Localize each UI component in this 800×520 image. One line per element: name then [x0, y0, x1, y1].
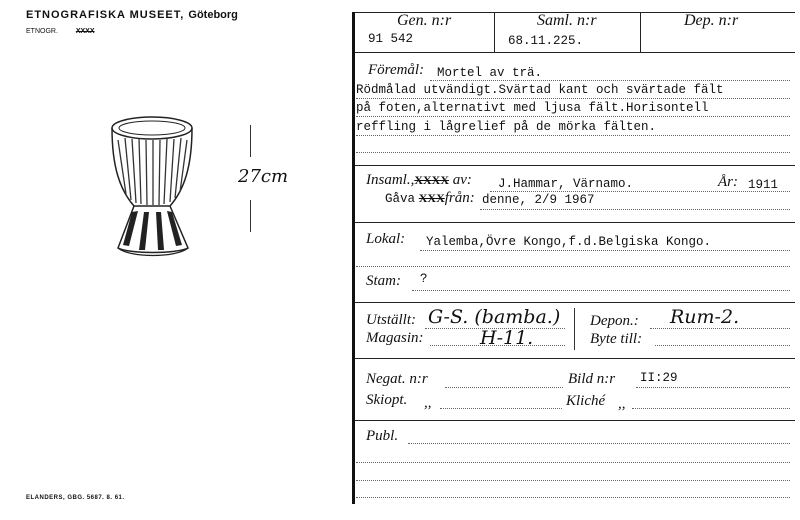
foremal-rule-2 [356, 98, 790, 99]
gen-label: Gen. n:r [397, 12, 452, 29]
header-bottom-rule [355, 52, 795, 53]
foremal-label: Föremål: [368, 62, 425, 78]
museum-title [26, 9, 238, 21]
lokal-value: Yalemba,Övre Kongo,f.d.Belgiska Kongo. [426, 235, 712, 249]
header-divider-1 [494, 12, 495, 52]
foremal-rule-3 [356, 116, 790, 117]
lokal-label: Lokal: [366, 231, 406, 247]
museum-name: ETNOGRAFISKA MUSEET, [26, 9, 185, 21]
lokal-rule-2 [356, 266, 790, 267]
publ-rule-3 [356, 480, 790, 481]
fran-value: denne, 2/9 1967 [482, 193, 595, 207]
magasin-value: H-11. [480, 327, 534, 349]
foremal-line1: Mortel av trä. [437, 66, 543, 80]
utstallt-value: G-S. (bamba.) [428, 306, 561, 328]
negat-rule [445, 387, 563, 388]
museum-city: Göteborg [188, 9, 238, 21]
cliche-label: Kliché [566, 393, 606, 409]
bild-value: II:29 [640, 371, 678, 385]
publ-label: Publ. [366, 428, 399, 444]
gava-struck: XXX [418, 191, 445, 205]
publ-rule-1 [408, 443, 790, 444]
section-rule-4 [355, 358, 795, 359]
skiopt-label: Skiopt. [366, 392, 408, 408]
fran-label: från: [444, 190, 475, 206]
foremal-line2: Rödmålad utvändigt.Svärtad kant och svärtade fält [356, 83, 724, 97]
stam-value: ? [420, 272, 428, 286]
foremal-line3: på foten,alternativt med ljusa fält.Horisontell [356, 101, 709, 115]
size-note: 27cm [238, 166, 289, 187]
foremal-rule-5 [356, 152, 790, 153]
insaml-struck: XXXX [414, 173, 450, 187]
bild-nr-label: n:r [596, 371, 616, 387]
insaml-label: Insaml., [366, 172, 415, 188]
gava-line [385, 190, 475, 207]
lokal-rule-1 [420, 250, 790, 251]
bild-line [568, 371, 615, 388]
mortar-drawing [100, 112, 210, 272]
foremal-line4: reffling i lågrelief på de mörka fälten. [356, 120, 657, 134]
saml-value: 68.11.225. [508, 34, 584, 48]
foremal-rule-1 [430, 80, 790, 81]
etnogr-field [26, 28, 95, 35]
stam-label: Stam: [366, 273, 401, 289]
section-rule-1 [355, 165, 795, 166]
utstallt-divider [574, 308, 575, 350]
skiopt-rule [440, 408, 562, 409]
publ-rule-4 [356, 497, 790, 498]
skiopt-ditto: ,, [424, 395, 432, 411]
size-marker-top [250, 125, 251, 157]
cliche-ditto: ,, [618, 396, 626, 412]
size-marker-bottom [250, 200, 251, 232]
section-rule-3 [355, 302, 795, 303]
magasin-label: Magasin: [366, 330, 424, 346]
ar-label: År: [718, 174, 738, 190]
magasin-rule [430, 345, 565, 346]
dep-label: Dep. n:r [684, 12, 739, 29]
section-rule-5 [355, 420, 795, 421]
depon-rule [650, 328, 790, 329]
printer-mark: ELANDERS, GBG. 5687. 8. 61. [26, 495, 125, 501]
gen-value: 91 542 [368, 32, 414, 46]
utstallt-label: Utställt: [366, 312, 417, 328]
etnogr-struck: XXXX [75, 28, 95, 35]
bild-label: Bild [568, 371, 593, 387]
stam-rule [412, 290, 790, 291]
cliche-rule [632, 408, 790, 409]
depon-value: Rum-2. [670, 306, 740, 328]
card-left-border [352, 12, 355, 504]
foremal-rule-4 [356, 135, 790, 136]
insaml-av-label: av: [452, 172, 472, 188]
byte-rule [655, 345, 790, 346]
header-divider-2 [640, 12, 641, 52]
depon-label: Depon.: [590, 313, 639, 329]
gava-label: Gåva [385, 192, 416, 206]
insaml-av-value: J.Hammar, Värnamo. [498, 177, 634, 191]
bild-rule [636, 387, 790, 388]
ar-value: 1911 [748, 178, 779, 192]
insaml-rule [490, 191, 790, 192]
negat-label: Negat. n:r [366, 371, 428, 387]
etnogr-label: ETNOGR. [26, 28, 58, 35]
byte-label: Byte till: [590, 331, 643, 347]
saml-label: Saml. n:r [537, 12, 597, 29]
publ-rule-2 [356, 462, 790, 463]
section-rule-2 [355, 222, 795, 223]
insaml-label-line [366, 172, 472, 189]
fran-rule [480, 209, 790, 210]
